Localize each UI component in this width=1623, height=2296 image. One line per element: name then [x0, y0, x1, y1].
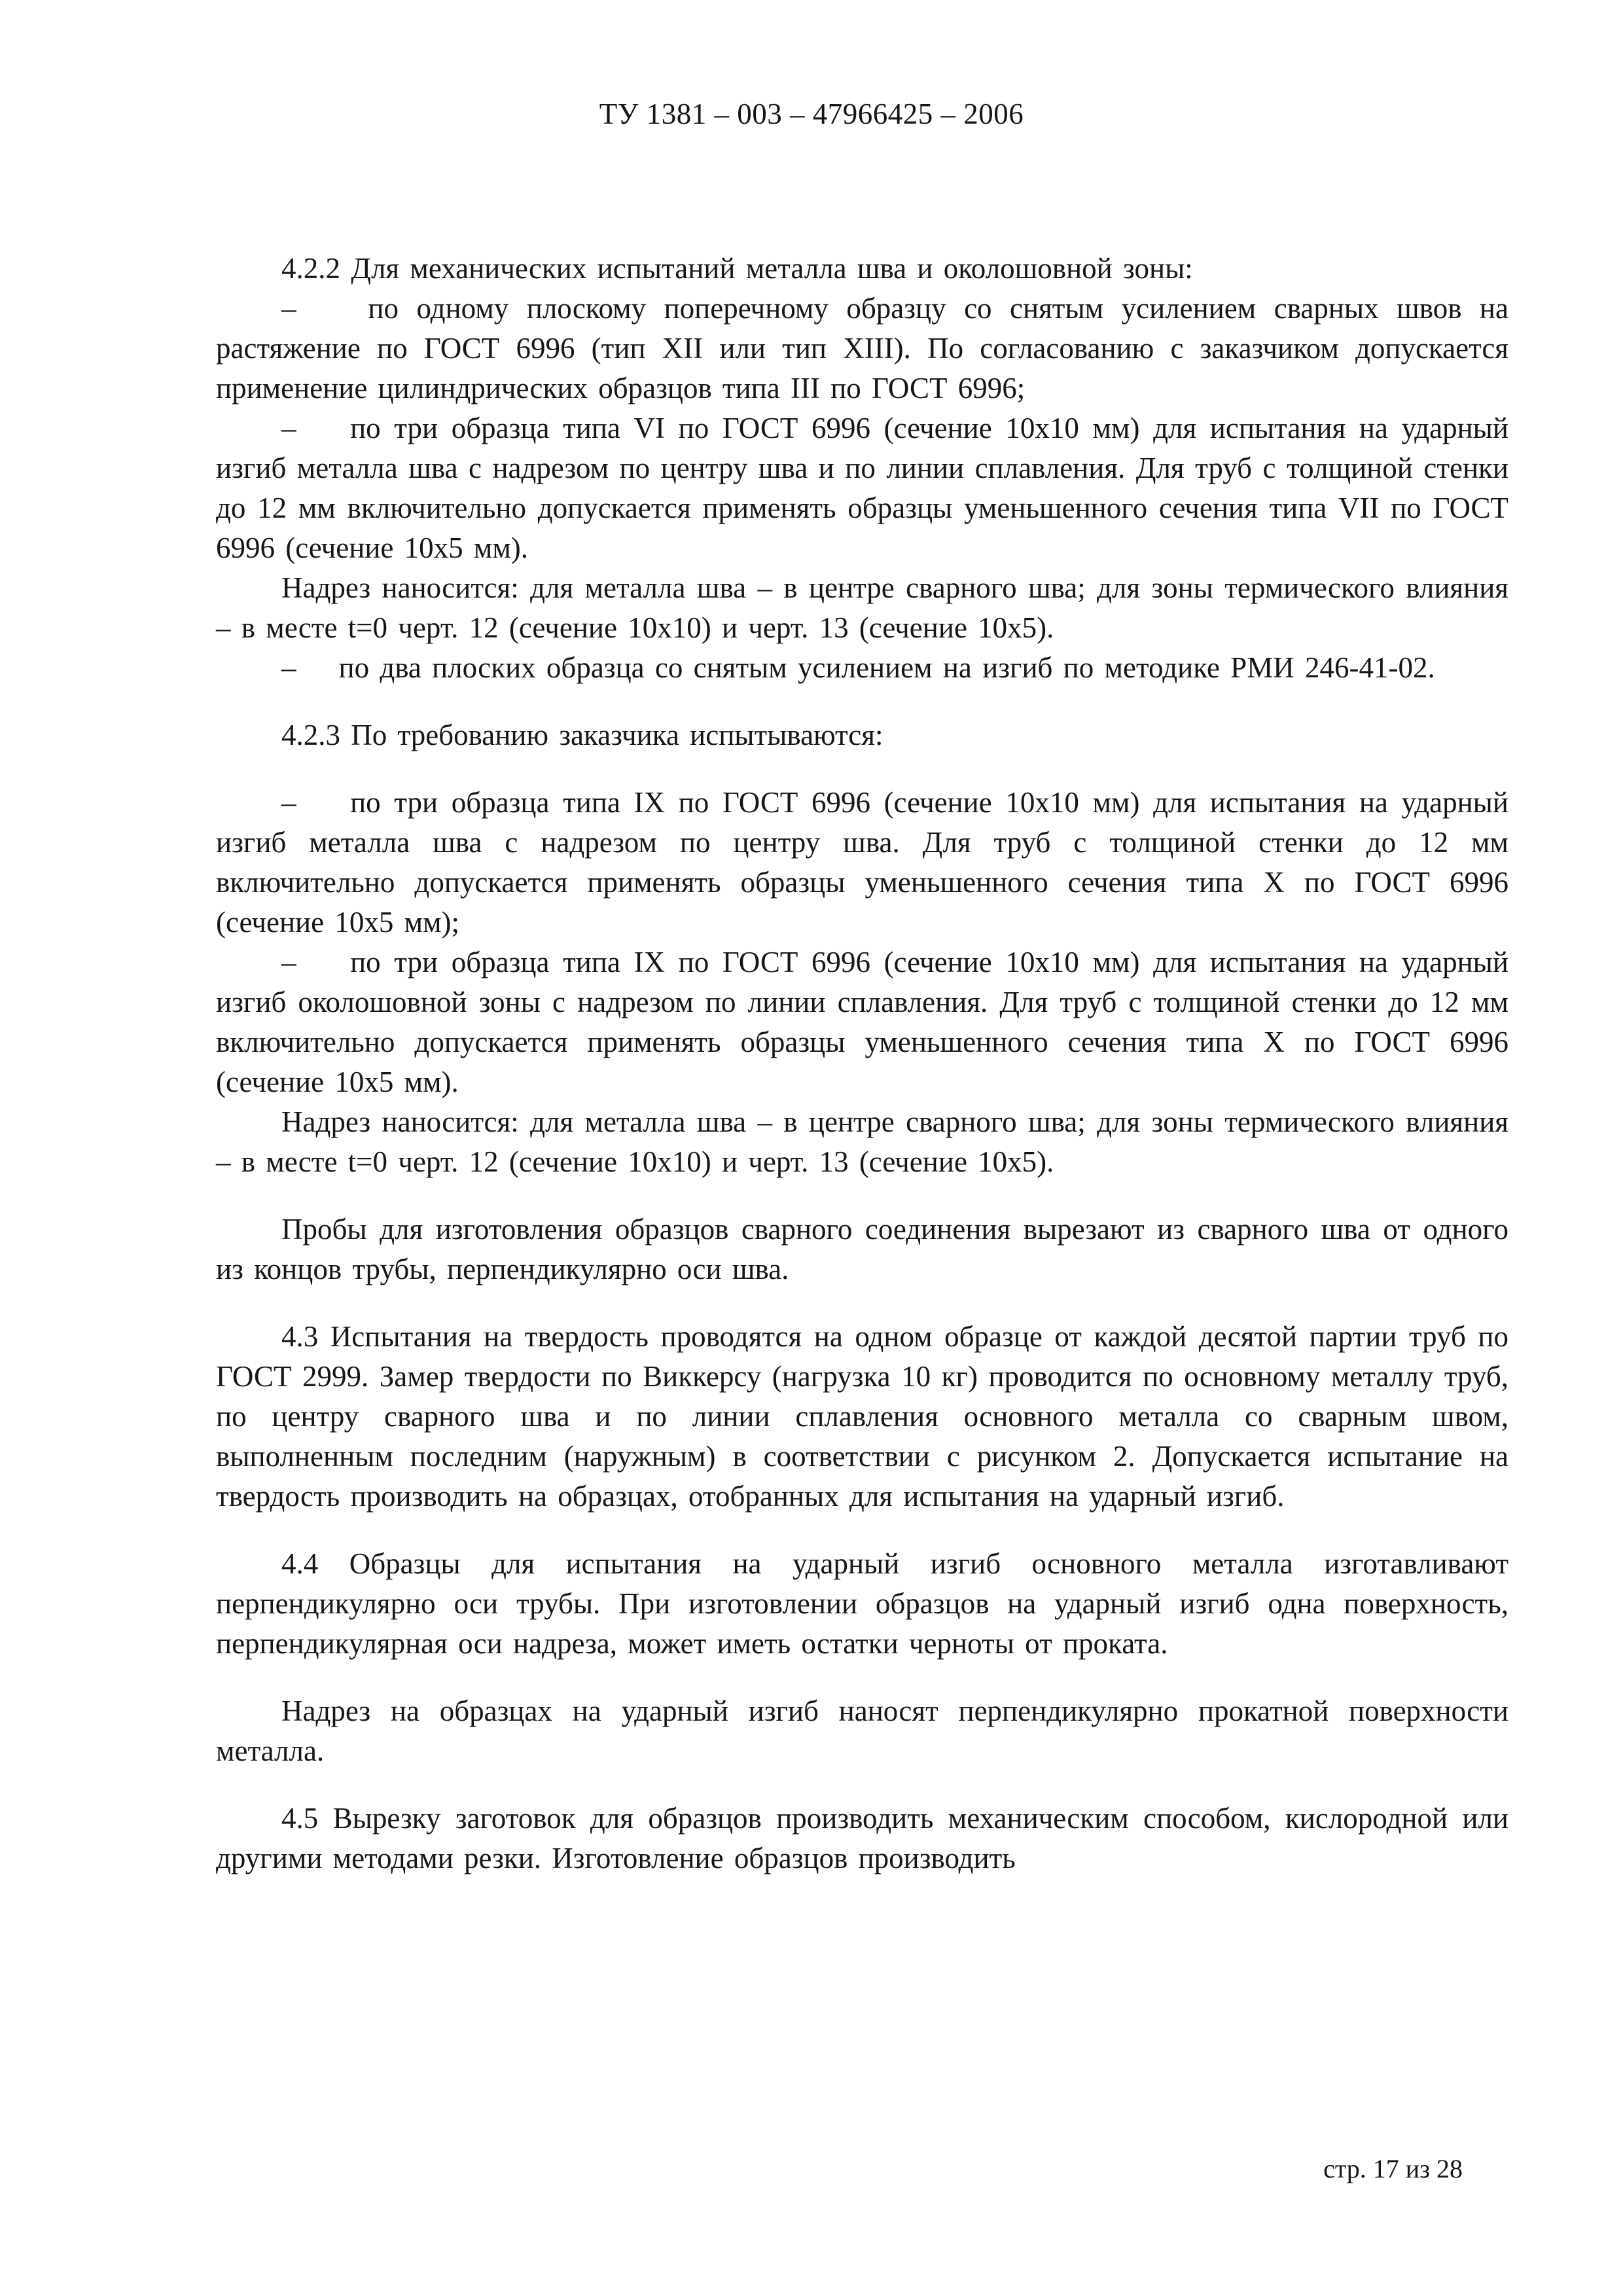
document-body	[216, 249, 1508, 1878]
paragraph: Пробы для изготовления образцов сварного соединения вырезают из сварного шва от одного из концов трубы, перпендикулярно оси шва.	[216, 1213, 1508, 1285]
paragraph: 4.2.3 По требованию заказчика испытываются:	[281, 719, 883, 751]
document-code-header: ТУ 1381 – 003 – 47966425 – 2006	[599, 98, 1024, 130]
paragraph: Надрез наносится: для металла шва – в центре сварного шва; для зоны термического влияния – в месте t=0 черт. 12 (сечение 10х10) и черт. 13 (сечение 10х5).	[216, 1105, 1508, 1178]
paragraph: – по одному плоскому поперечному образцу со снятым усилением сварных швов на растяжение по ГОСТ 6996 (тип XII или тип XIII). По согласованию с заказчиком допускается применение цилиндрических образцов типа III по ГОСТ 6996;	[216, 292, 1508, 404]
paragraph: Надрез на образцах на ударный изгиб наносят перпендикулярно прокатной поверхности металла.	[216, 1695, 1508, 1767]
paragraph: 4.3 Испытания на твердость проводятся на одном образце от каждой десятой партии труб по ГОСТ 2999. Замер твердости по Виккерсу (нагрузка 10 кг) проводится по основному металлу труб, по центру сварного шва и по линии сплавления основного металла со сварным швом, выполненным последним (наружным) в соответствии с рисунком 2. Допускается испытание на твердость производить на образцах, отобранных для испытания на ударный изгиб.	[216, 1320, 1508, 1513]
paragraph: – по три образца типа IX по ГОСТ 6996 (сечение 10х10 мм) для испытания на ударный изгиб околошовной зоны с надрезом по линии сплавления. Для труб с толщиной стенки до 12 мм включительно допускается применять образцы уменьшенного сечения типа X по ГОСТ 6996 (сечение 10х5 мм).	[216, 946, 1508, 1098]
paragraph: Надрез наносится: для металла шва – в центре сварного шва; для зоны термического влияния – в месте t=0 черт. 12 (сечение 10х10) и черт. 13 (сечение 10х5).	[216, 571, 1508, 644]
paragraph: 4.5 Вырезку заготовок для образцов производить механическим способом, кислородной или другими методами резки. Изготовление образцов производить	[216, 1802, 1508, 1874]
page-number: стр. 17 из 28	[1323, 2154, 1463, 2183]
paragraph: – по три образца типа IX по ГОСТ 6996 (сечение 10х10 мм) для испытания на ударный изгиб металла шва с надрезом по центру шва. Для труб с толщиной стенки до 12 мм включительно допускается применять образцы уменьшенного сечения типа X по ГОСТ 6996 (сечение 10х5 мм);	[216, 786, 1508, 939]
paragraph: – по три образца типа VI по ГОСТ 6996 (сечение 10х10 мм) для испытания на ударный изгиб металла шва с надрезом по центру шва и по линии сплавления. Для труб с толщиной стенки до 12 мм включительно допускается применять образцы уменьшенного сечения типа VII по ГОСТ 6996 (сечение 10х5 мм).	[216, 412, 1508, 564]
paragraph: 4.4 Образцы для испытания на ударный изгиб основного металла изготавливают перпендикулярно оси трубы. При изготовлении образцов на ударный изгиб одна поверхность, перпендикулярная оси надреза, может иметь остатки черноты от проката.	[216, 1547, 1508, 1660]
paragraph: – по два плоских образца со снятым усилением на изгиб по методике РМИ 246-41-02.	[281, 651, 1435, 684]
paragraph: 4.2.2 Для механических испытаний металла шва и околошовной зоны:	[281, 252, 1193, 285]
